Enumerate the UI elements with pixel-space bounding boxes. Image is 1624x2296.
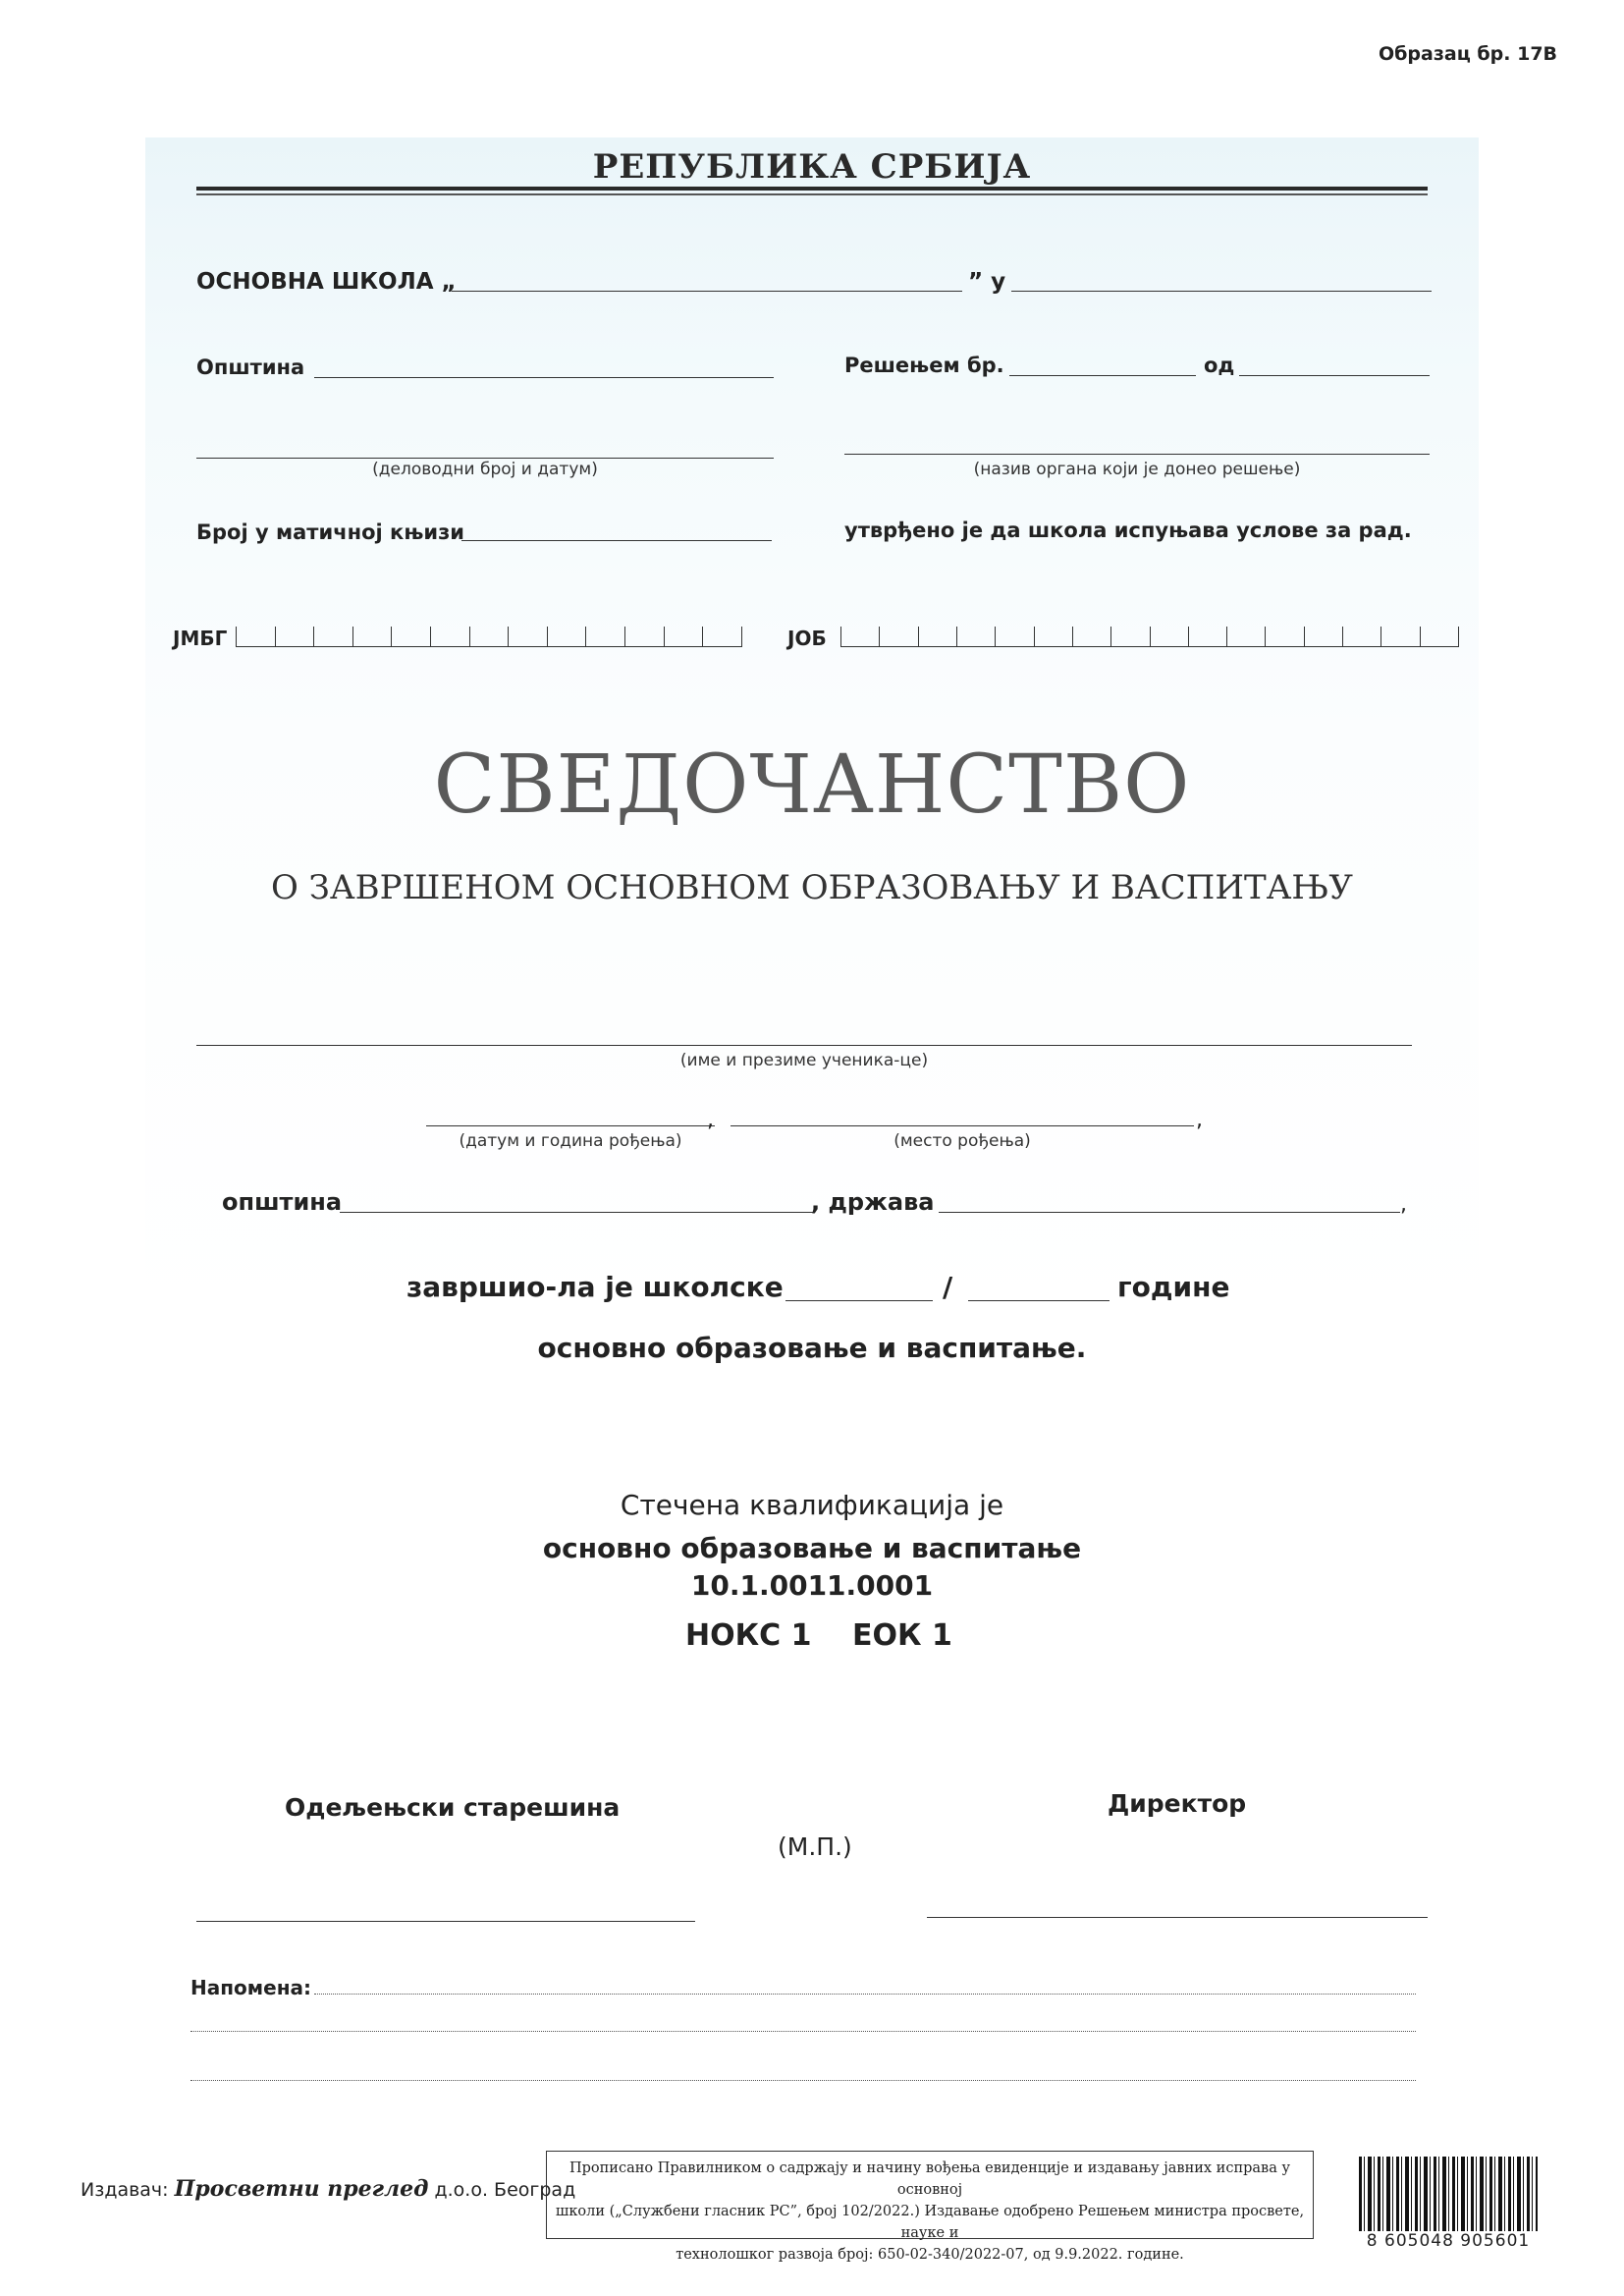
municipality-label: Општина (196, 355, 305, 379)
student-municipality-field[interactable] (340, 1212, 813, 1213)
country-field[interactable] (939, 1212, 1400, 1213)
student-municipality-label: општина (222, 1188, 343, 1216)
comma-3: , (1400, 1192, 1407, 1217)
country-label: , држава (811, 1188, 935, 1216)
certificate-title: СВЕДОЧАНСТВО (433, 738, 1191, 832)
legal-notice (546, 2151, 1314, 2263)
completed-label: завршио-ла је школске (406, 1271, 784, 1303)
birthplace-caption: (место рођења) (893, 1131, 1031, 1151)
legal-line-2: школи („Службени гласник РС”, број 102/2022.) Издавање одобрено Решењем министра просвете, науке и (555, 2204, 1305, 2241)
matricula-field[interactable] (461, 540, 772, 541)
barcode (1359, 2157, 1538, 2235)
matricula-label: Број у матичној књизи (196, 520, 465, 544)
year-from-field[interactable] (785, 1300, 933, 1301)
noks-level: НОКС 1 (685, 1618, 812, 1653)
publisher-suffix: д.о.о. Београд (434, 2179, 576, 2201)
qualification-code: 10.1.0011.0001 (690, 1569, 934, 1602)
note-line-3[interactable] (190, 2080, 1416, 2081)
organ-caption: (назив органа који је донео решење) (973, 460, 1301, 479)
municipality-field[interactable] (314, 377, 774, 378)
issuing-organ-field[interactable] (844, 454, 1430, 455)
barcode-number: 8 605048 905601 (1353, 2231, 1543, 2251)
note-line-1[interactable] (314, 1994, 1416, 1995)
form-number: Образац бр. 17В (1379, 43, 1558, 65)
certificate-subtitle: О ЗАВРШЕНОМ ОСНОВНОМ ОБРАЗОВАЊУ И ВАСПИТАЊУ (271, 868, 1353, 907)
decision-date-field[interactable] (1239, 375, 1430, 376)
verified-text: утврђено је да школа испуњава услове за рад. (844, 519, 1412, 542)
birthplace-field[interactable] (731, 1125, 1194, 1126)
legal-line-3: технолошког развоја број: 650-02-340/2022-07, од 9.9.2022. године. (676, 2247, 1184, 2263)
header-rule-thin (196, 193, 1428, 195)
jmbg-cells[interactable] (236, 627, 742, 647)
eok-level: ЕОК 1 (852, 1618, 952, 1653)
birthdate-field[interactable] (426, 1125, 715, 1126)
decision-from-label: од (1204, 354, 1235, 377)
education-text: основно образовање и васпитање. (537, 1332, 1087, 1364)
registry-number-field[interactable] (196, 458, 774, 459)
school-in-label: ” у (968, 269, 1006, 295)
job-label: ЈОБ (787, 627, 827, 650)
publisher-logo: Просветни преглед (174, 2176, 429, 2202)
student-name-caption: (име и презиме ученика-це) (679, 1051, 929, 1070)
homeroom-teacher-label: Одељењски старешина (285, 1793, 621, 1822)
jmbg-label: ЈМБГ (173, 627, 228, 650)
school-place-field[interactable] (1011, 291, 1432, 292)
comma-2: , (1196, 1108, 1203, 1132)
note-label: Напомена: (190, 1976, 312, 1999)
publisher (81, 2176, 575, 2202)
decision-label: Решењем бр. (844, 354, 1004, 377)
publisher-prefix: Издавач: (81, 2179, 169, 2201)
year-to-field[interactable] (968, 1300, 1110, 1301)
header-rule (196, 187, 1428, 191)
legal-line-1: Прописано Правилником о садржају и начину вођења евиденције и издавању јавних исправа у основној (568, 2160, 1291, 2198)
stamp-placeholder: (М.П.) (778, 1832, 852, 1861)
director-signature-field[interactable] (927, 1917, 1428, 1918)
years-label: године (1117, 1271, 1230, 1303)
director-label: Директор (1108, 1789, 1247, 1818)
comma-1: , (707, 1108, 714, 1132)
registry-caption: (деловодни број и датум) (372, 460, 598, 479)
school-label: ОСНОВНА ШКОЛА „ (196, 269, 457, 295)
job-cells[interactable] (840, 627, 1459, 647)
student-name-field[interactable] (196, 1045, 1412, 1046)
qualification-name: основно образовање и васпитање (542, 1532, 1082, 1564)
qualification-intro: Стечена квалификација је (620, 1489, 1004, 1521)
school-name-field[interactable] (452, 291, 962, 292)
republic-heading: РЕПУБЛИКА СРБИЈА (592, 147, 1032, 187)
teacher-signature-field[interactable] (196, 1921, 695, 1922)
decision-number-field[interactable] (1009, 375, 1196, 376)
birthdate-caption: (датум и година рођења) (459, 1131, 682, 1151)
year-slash: / (943, 1271, 953, 1303)
note-line-2[interactable] (190, 2031, 1416, 2032)
